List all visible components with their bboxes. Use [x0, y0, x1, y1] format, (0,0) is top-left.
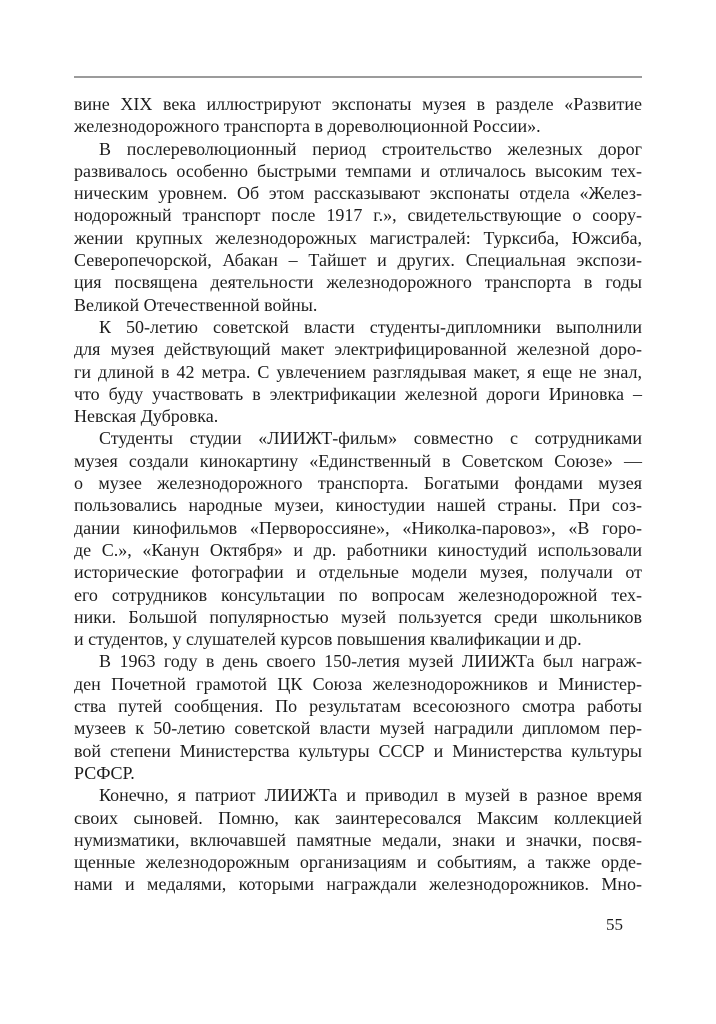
text-line: ники. Большой популярностью музей пользуется среди школьников — [74, 606, 642, 627]
text-line: Невская Дубровка. — [74, 406, 219, 427]
text-line: В послереволюционный период строительство железных дорог — [99, 138, 642, 159]
paragraph — [74, 784, 642, 895]
text-line: Студенты студии «ЛИИЖТ-фильм» совместно с сотрудниками — [99, 428, 642, 449]
header-rule — [74, 76, 642, 78]
text-line: ства путей сообщения. По результатам всесоюзного смотра работы — [74, 696, 642, 717]
text-line: и студентов, у слушателей курсов повышения квалификации и др. — [74, 629, 582, 650]
text-line: РСФСР. — [74, 762, 135, 783]
text-line: железнодорожного транспорта в дореволюционной России». — [74, 116, 541, 137]
paragraph — [74, 93, 642, 138]
paragraph — [74, 138, 642, 316]
text-line: музеев к 50-летию советской власти музей наградили дипломом пер- — [74, 718, 642, 739]
text-line: своих сыновей. Помню, как заинтересовался Максим коллекцией — [74, 807, 642, 828]
text-line: развивалось особенно быстрыми темпами и отличалось высоким тех- — [74, 160, 642, 181]
text-line: нумизматики, включавшей памятные медали, знаки и значки, посвя- — [74, 829, 642, 850]
text-line: В 1963 году в день своего 150-летия музей ЛИИЖТа был награж- — [99, 651, 642, 672]
paragraph — [74, 650, 642, 784]
text-line: вине XIX века иллюстрируют экспонаты музея в разделе «Развитие — [74, 94, 642, 114]
text-line: пользовались народные музеи, киностудии нашей страны. При соз- — [74, 495, 642, 516]
text-line: Конечно, я патриот ЛИИЖТа и приводил в музей в разное время — [99, 785, 642, 806]
text-line: ническим уровнем. Об этом рассказывают экспонаты отдела «Желез- — [74, 183, 642, 204]
text-line: К 50-летию советской власти студенты-дипломники выполнили — [99, 316, 642, 337]
text-line: жении крупных железнодорожных магистралей: Турксиба, Южсиба, — [74, 227, 642, 248]
text-line: о музее железнодорожного транспорта. Богатыми фондами музея — [74, 473, 642, 494]
paragraph — [74, 316, 642, 427]
text-line: ги длиной в 42 метра. С увлечением разглядывая макет, я еще не знал, — [74, 361, 642, 382]
text-line: щенные железнодорожным организациям и событиям, а также орде- — [74, 852, 642, 873]
text-line: дании кинофильмов «Первороссияне», «Николка-паровоз», «В горо- — [74, 517, 642, 538]
page-number: 55 — [606, 915, 623, 934]
page-body — [74, 93, 642, 896]
text-line: нодорожный транспорт после 1917 г.», свидетельствующие о соору- — [74, 205, 642, 226]
paragraph — [74, 427, 642, 650]
text-line: его сотрудников консультации по вопросам железнодорожной тех- — [74, 584, 642, 605]
text-line: вой степени Министерства культуры СССР и Министерства культуры — [74, 740, 642, 761]
text-line: исторические фотографии и отдельные модели музея, получали от — [74, 562, 642, 583]
text-line: ден Почетной грамотой ЦК Союза железнодорожников и Министер- — [74, 673, 642, 694]
text-line: Великой Отечественной войны. — [74, 294, 318, 315]
text-line: для музея действующий макет электрифицированной железной доро- — [74, 339, 642, 360]
text-line: что буду участвовать в электрификации железной дороги Ириновка – — [74, 383, 642, 404]
text-line: ция посвящена деятельности железнодорожного транспорта в годы — [74, 272, 642, 293]
text-line: де С.», «Канун Октября» и др. работники киностудий использовали — [74, 539, 642, 560]
text-line: музея создали кинокартину «Единственный в Советском Союзе» — — [74, 450, 642, 471]
text-line: Северопечорской, Абакан – Тайшет и других. Специальная экспози- — [74, 250, 642, 271]
text-line: нами и медалями, которыми награждали железнодорожников. Мно- — [74, 874, 642, 895]
